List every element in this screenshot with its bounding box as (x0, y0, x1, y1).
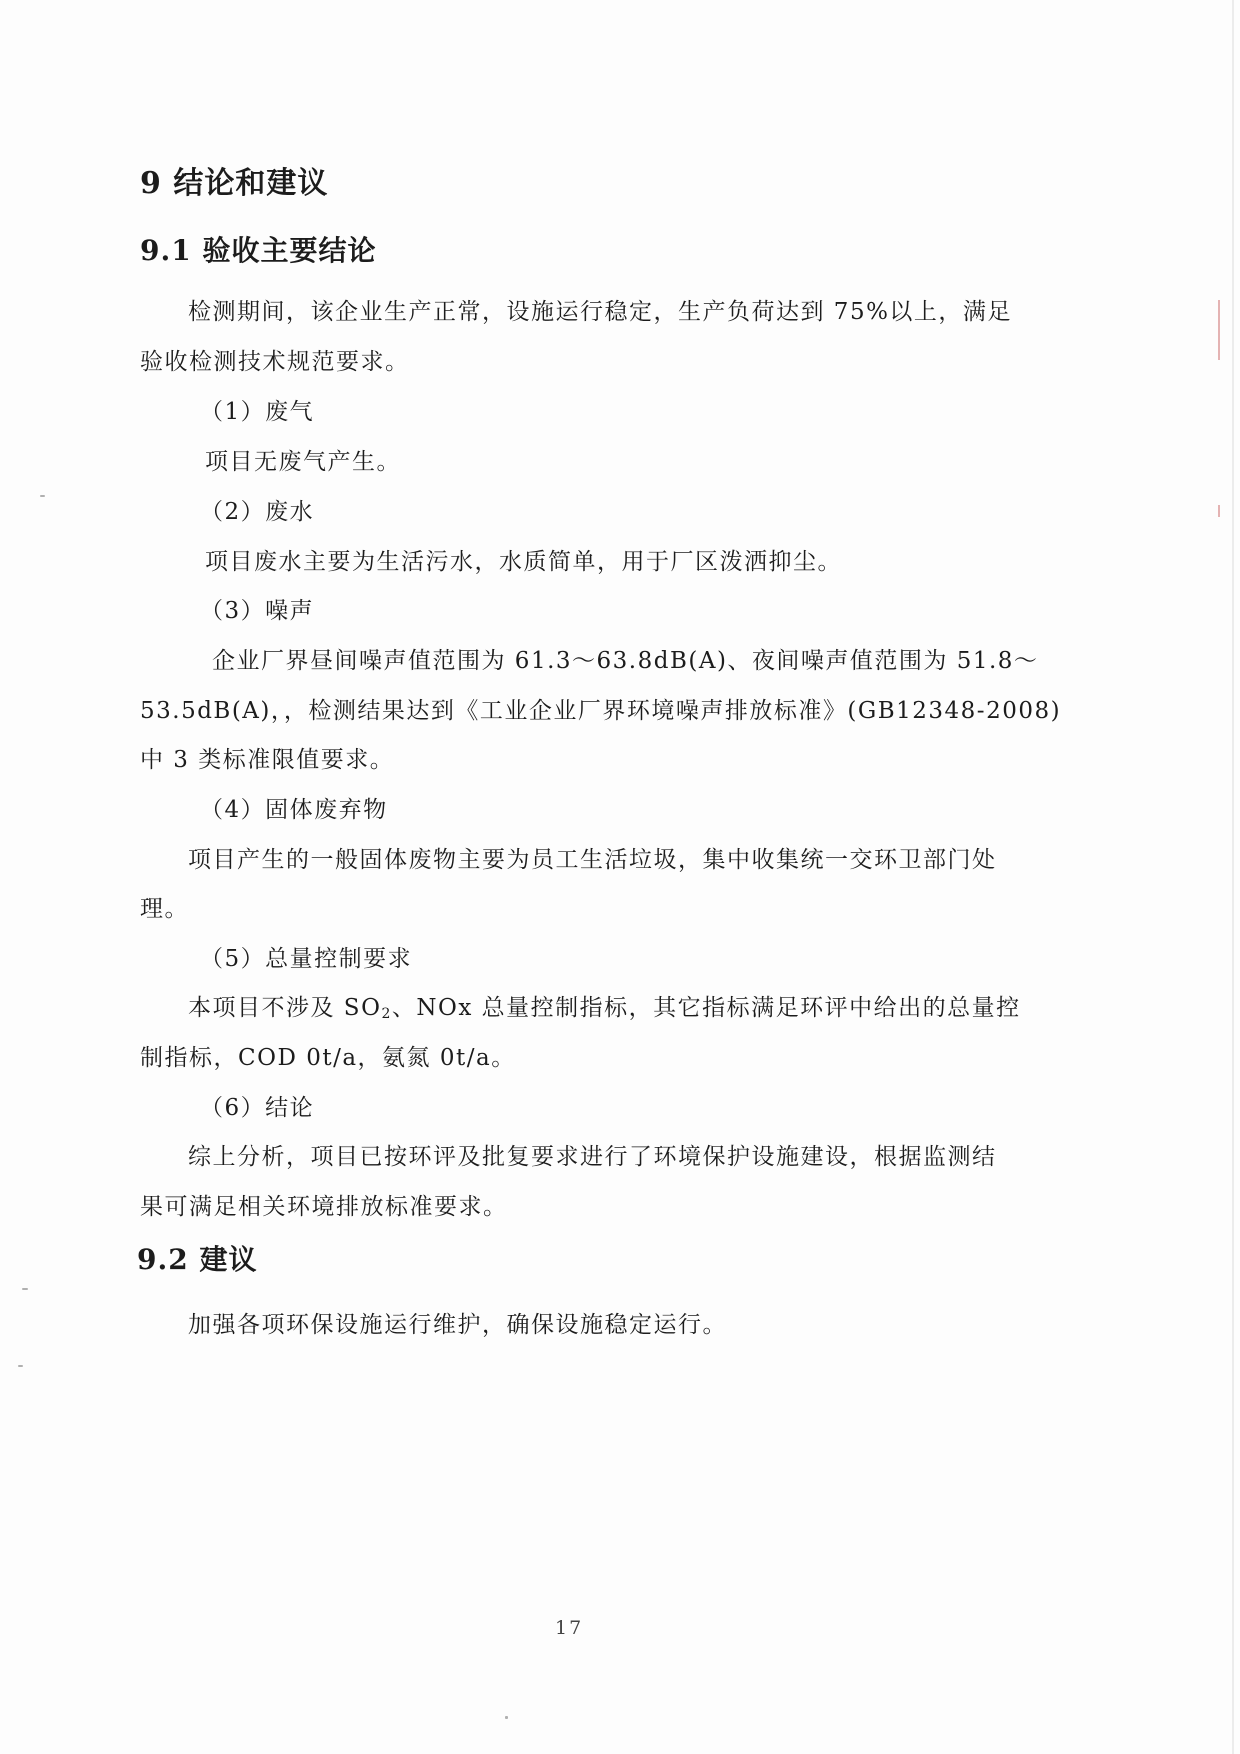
chapter-heading: 9 结论和建议 (140, 166, 329, 201)
total-control-line: 本项目不涉及 $SO_2$、NOx 总量控制指标，其它指标满足环评中给出的总量控 (188, 995, 1021, 1022)
scan-speck (18, 1365, 23, 1367)
noise-line: 53.5dB(A)，，检测结果达到《工业企业厂界环境噪声排放标准》(GB12348-2008) (140, 698, 1062, 724)
item-title-total-control: （5）总量控制要求 (200, 946, 413, 972)
item-title-noise: （3）噪声 (200, 598, 315, 624)
item-title-waste-gas: （1）废气 (200, 399, 315, 425)
noise-line: 企业厂界昼间噪声值范围为 61.3～63.8dB(A)、夜间噪声值范围为 51.8～ (212, 648, 1039, 674)
item-text-waste-gas: 项目无废气产生。 (205, 449, 401, 475)
section-heading-conclusions: 9.1 验收主要结论 (140, 234, 377, 267)
item-text-waste-water: 项目废水主要为生活污水，水质简单，用于厂区泼洒抑尘。 (205, 549, 842, 575)
item-title-waste-water: （2）废水 (200, 499, 315, 525)
suggestion-text: 加强各项环保设施运行维护，确保设施稳定运行。 (188, 1312, 727, 1338)
scan-speck (22, 1288, 28, 1290)
scan-edge (1232, 0, 1234, 1754)
section-heading-suggestions: 9.2 建议 (137, 1243, 258, 1276)
conclusion-line: 果可满足相关环境排放标准要求。 (140, 1194, 508, 1220)
solid-waste-line: 理。 (140, 896, 189, 922)
conclusion-line: 综上分析，项目已按环评及批复要求进行了环境保护设施建设，根据监测结 (188, 1144, 997, 1170)
noise-line: 中 3 类标准限值要求。 (140, 747, 395, 773)
item-title-solid-waste: （4）固体废弃物 (200, 797, 388, 823)
scan-mark (1218, 300, 1220, 360)
page-number: 17 (555, 1617, 584, 1639)
total-control-line: 制指标，COD 0t/a，氨氮 0t/a。 (140, 1045, 516, 1071)
item-title-conclusion: （6）结论 (200, 1095, 315, 1121)
intro-line: 验收检测技术规范要求。 (140, 349, 410, 375)
solid-waste-line: 项目产生的一般固体废物主要为员工生活垃圾，集中收集统一交环卫部门处 (188, 847, 997, 873)
intro-line: 检测期间，该企业生产正常，设施运行稳定，生产负荷达到 75%以上，满足 (188, 299, 1012, 325)
scan-speck (40, 495, 45, 497)
scan-mark (1218, 505, 1220, 517)
scan-speck (505, 1716, 508, 1719)
